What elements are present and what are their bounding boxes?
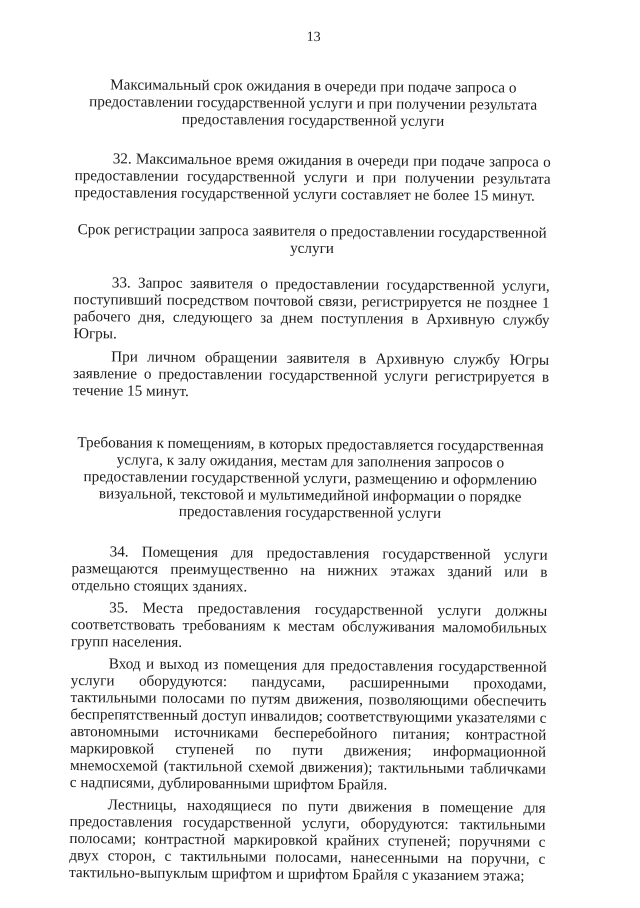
paragraph-33: 33. Запрос заявителя о предоставлении государственной услуги, поступивший посредством почтовой связи, регистрируется не позднее 1 рабочего дня, следующего за днем поступления в Архивную службу Югры. [73, 274, 550, 343]
paragraph-32: 32. Максимальное время ожидания в очереди при подаче запроса о предоставлении государственной услуги и при получении результата предоставления государственной услуги составляет не более 15 минут. [74, 150, 551, 205]
paragraph-entrance-equipment: Вход и выход из помещения для предоставления государственной услуги оборудуются: пандусами, расширенными проходами, тактильными полосами по путям движения, позволяющими обеспечить беспрепятственный доступ инвалидов; соответствующими указателями с автономными источниками бесперебойного питания; контрастной маркировкой ступеней по пути движения; информационной мнемосхемой (тактильной схемой движения); тактильными табличками с надписями, дублированными шрифтом Брайля. [69, 655, 547, 794]
section-heading-premises-requirements: Требования к помещениям, в которых предоставляется государственная услуга, к залу ожидания, местам для заполнения запросов о предоставлении государственной услуги, размещению и оформлению визуальной, текстовой и мультимедийной информации о порядке предоставления государственной услуги [77, 434, 544, 522]
paragraph-33-personal-visit: При личном обращении заявителя в Архивную службу Югры заявление о предоставлении государственной услуги регистрируется в течение 15 минут. [72, 348, 550, 400]
paragraph-stairs-equipment: Лестницы, находящиеся по пути движения в помещение для предоставления государственной услуги, оборудуются: тактильными полосами; контрастной маркировкой крайних ступеней; поручнями с двух сторон, с тактильными полосами, нанесенными на поручни, с тактильно-выпуклым шрифтом и шрифтом Брайля с указанием этажа; [69, 796, 546, 885]
section-heading-registration-term: Срок регистрации запроса заявителя о предоставлении государственной услуги [77, 221, 547, 258]
paragraph-34: 34. Помещения для предоставления государственной услуги размещаются преимущественно на нижних этажах зданий или в отдельно стоящих зданиях. [71, 543, 548, 596]
paragraph-35: 35. Места предоставления государственной услуги должны соответствовать требованиям к местам обслуживания маломобильных групп населения. [70, 599, 548, 651]
page-number: 13 [306, 29, 321, 46]
section-heading-queue-wait-time: Максимальный срок ожидания в очереди при подаче запроса о предоставлении государственной услуги и при получении результата предоставления государственной услуги [89, 76, 538, 130]
